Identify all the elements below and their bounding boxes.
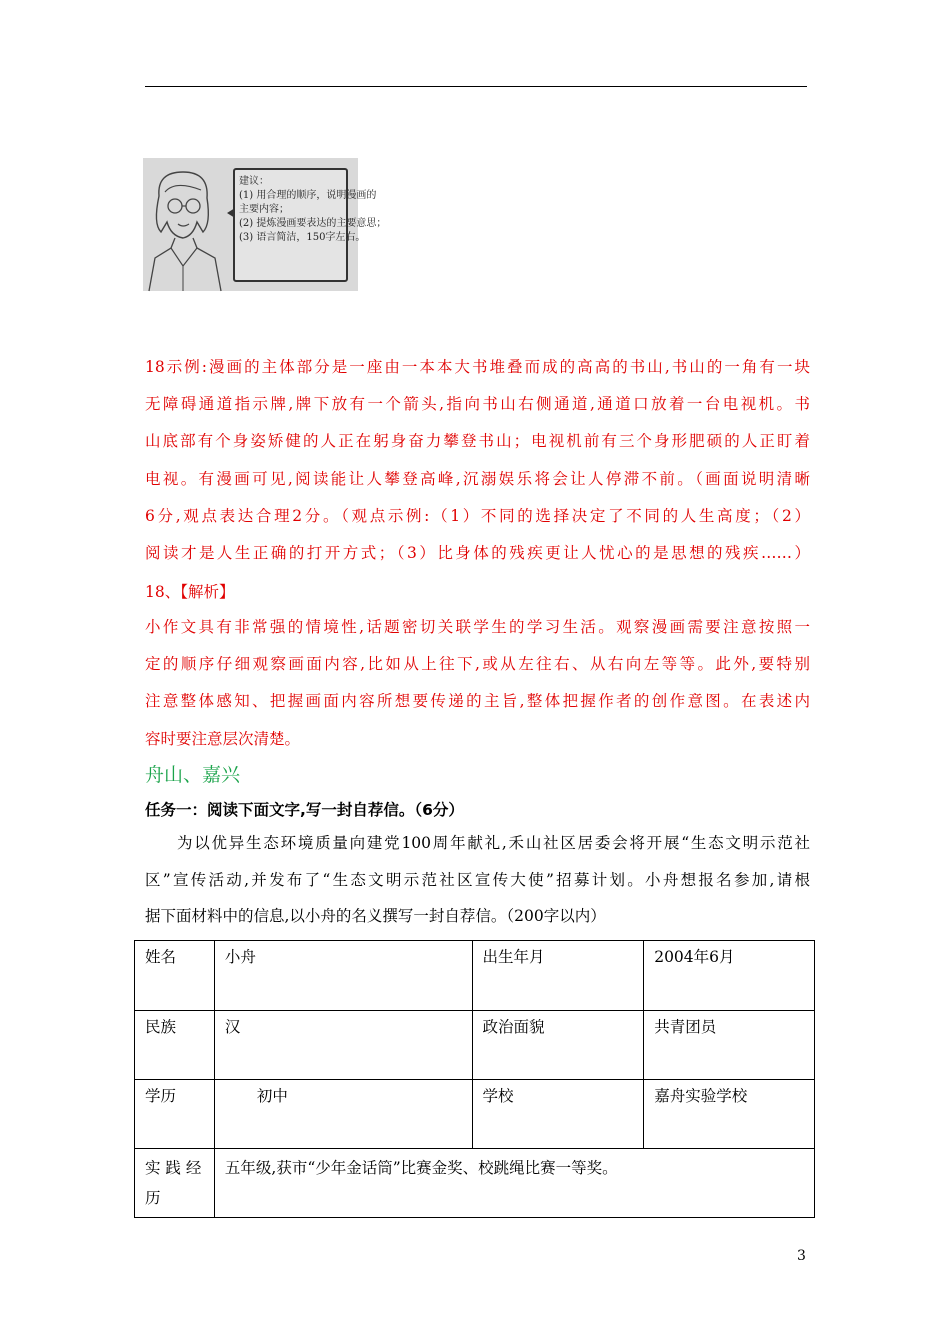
answer-line: 6分,观点表达合理2分。（观点示例:（1）不同的选择决定了不同的人生高度；（2） (145, 506, 810, 525)
table-cell: 初中 (214, 1080, 472, 1149)
bubble-line: (1) 用合理的顺序，说明漫画的 (239, 190, 377, 201)
bubble-line: 建议： (239, 176, 269, 187)
analysis-line: 注意整体感知、把握画面内容所想要传递的主旨,整体把握作者的创作意图。在表述内 (145, 692, 810, 711)
practice-label-line: 历 (145, 1189, 161, 1207)
info-table (134, 940, 815, 1218)
section-title: 舟山、嘉兴 (145, 764, 241, 786)
table-row (135, 1080, 815, 1149)
analysis-line: 容时要注意层次清楚。 (145, 729, 301, 748)
answer-line: 18示例:漫画的主体部分是一座由一本本大书堆叠而成的高高的书山,书山的一角有一块 (145, 358, 810, 376)
analysis-heading (145, 578, 810, 606)
table-cell: 汉 (214, 1011, 472, 1080)
table-cell: 2004年6月 (644, 941, 815, 1011)
table-row (135, 941, 815, 1011)
table-row (135, 1011, 815, 1080)
task-line: 区”宣传活动,并发布了“生态文明示范社区宣传大使”招募计划。小舟想报名参加,请根 (145, 870, 810, 889)
analysis-heading-text: 18、【解析】 (145, 583, 235, 601)
task-body (145, 825, 810, 935)
analysis-line: 小作文具有非常强的情境性,话题密切关联学生的学习生活。观察漫画需要注意按照一 (145, 618, 810, 636)
task-line: 为以优异生态环境质量向建党100周年献礼,禾山社区居委会将开展“生态文明示范社 (177, 834, 810, 852)
table-cell: 嘉舟实验学校 (644, 1080, 815, 1149)
table-cell: 民族 (135, 1011, 215, 1080)
answer-line: 阅读才是人生正确的打开方式；（3）比身体的残疾更让人忧心的是思想的残疾……） (145, 543, 810, 562)
bubble-line: (3) 语言简洁，150字左右。 (239, 232, 366, 243)
table-cell (135, 1149, 215, 1218)
speech-bubble (233, 168, 387, 282)
answer-example (145, 349, 810, 572)
bubble-line: (2) 提炼漫画要表达的主要意思； (239, 218, 387, 229)
teacher-illustration (145, 166, 223, 291)
table-cell: 政治面貌 (472, 1011, 644, 1080)
answer-line: 电视。有漫画可见,阅读能让人攀登高峰,沉溺娱乐将会让人停滞不前。（画面说明清晰 (145, 469, 810, 488)
task-title: 任务一：阅读下面文字,写一封自荐信。（6分） (145, 801, 464, 819)
header-rule (145, 86, 807, 87)
bubble-line: 主要内容； (239, 204, 289, 215)
table-cell: 姓名 (135, 941, 215, 1011)
table-cell: 小舟 (214, 941, 472, 1011)
page-number: 3 (797, 1248, 806, 1264)
table-cell: 学校 (472, 1080, 644, 1149)
table-row (135, 1149, 815, 1218)
table-cell: 五年级,获市“少年金话筒”比赛金奖、校跳绳比赛一等奖。 (214, 1149, 814, 1218)
analysis-line: 定的顺序仔细观察画面内容,比如从上往下,或从左往右、从右向左等等。此外,要特别 (145, 655, 810, 674)
task-line: 据下面材料中的信息,以小舟的名义撰写一封自荐信。（200字以内） (145, 907, 606, 925)
answer-line: 山底部有个身姿矫健的人正在躬身奋力攀登书山；电视机前有三个身形肥硕的人正盯着 (145, 432, 810, 451)
cartoon-figure (143, 158, 387, 291)
answer-line: 无障碍通道指示牌,牌下放有一个箭头,指向书山右侧通道,通道口放着一台电视机。书 (145, 395, 810, 414)
table-cell: 共青团员 (644, 1011, 815, 1080)
table-cell: 学历 (135, 1080, 215, 1149)
practice-label-line: 实 践 经 (145, 1159, 202, 1177)
analysis-body (145, 609, 810, 758)
table-cell: 出生年月 (472, 941, 644, 1011)
